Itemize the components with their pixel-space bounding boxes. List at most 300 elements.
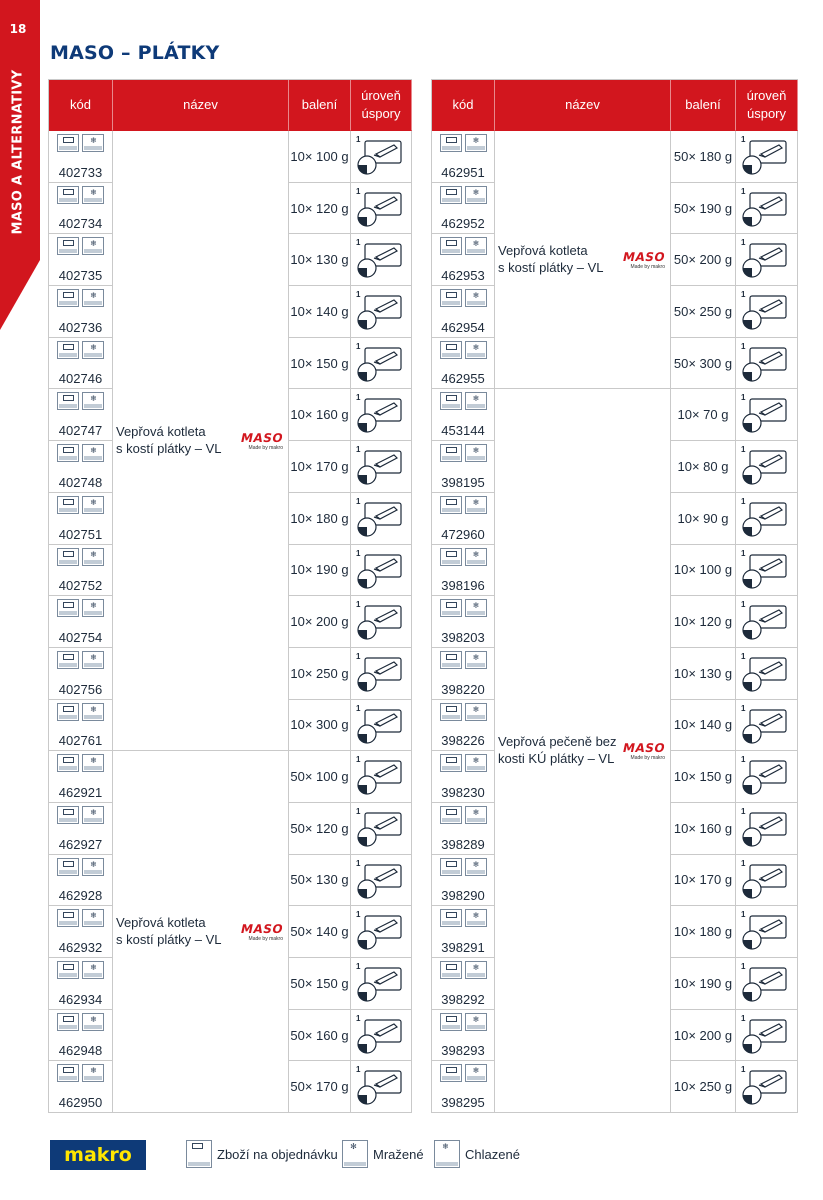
pack-size: 50× 300 g	[671, 338, 736, 390]
pack-size: 10× 190 g	[671, 958, 736, 1010]
product-icons	[57, 289, 104, 307]
order-on-demand-icon	[57, 444, 79, 462]
savings-level-icon	[356, 552, 404, 592]
chilled-icon: ❄	[465, 186, 487, 204]
savings-level-icon	[356, 655, 404, 695]
product-code: 462950	[58, 1095, 103, 1111]
savings-level-cell	[351, 441, 412, 493]
savings-level-cell	[351, 234, 412, 286]
product-icons	[57, 651, 104, 669]
chilled-icon: ❄	[82, 754, 104, 772]
savings-level-icon	[356, 448, 404, 488]
order-on-demand-icon	[57, 961, 79, 979]
product-icons	[57, 496, 104, 514]
savings-level-cell	[736, 700, 798, 752]
chilled-icon: ❄	[465, 548, 487, 566]
product-code-cell	[49, 1010, 113, 1062]
pack-size: 50× 180 g	[671, 131, 736, 183]
order-on-demand-icon	[186, 1140, 212, 1168]
brand-word: MASO	[621, 249, 667, 264]
product-icons	[440, 961, 487, 979]
product-icons	[440, 599, 487, 617]
pack-size: 10× 150 g	[671, 751, 736, 803]
pack-size: 50× 100 g	[289, 751, 351, 803]
chilled-icon: ❄	[82, 909, 104, 927]
savings-level-icon	[741, 448, 789, 488]
chilled-icon: ❄	[82, 651, 104, 669]
savings-level-value: 1	[356, 290, 361, 300]
savings-level-cell	[351, 338, 412, 390]
product-code-cell	[49, 286, 113, 338]
savings-level-value: 1	[356, 806, 361, 816]
product-code-cell	[432, 234, 495, 286]
savings-level-value: 1	[356, 755, 361, 765]
savings-level-value: 1	[741, 548, 746, 558]
chilled-icon: ❄	[465, 858, 487, 876]
product-code-cell	[49, 389, 113, 441]
product-code-cell	[432, 286, 495, 338]
section-label: MASO A ALTERNATIVY	[10, 69, 26, 235]
product-name-line1: Vepřová kotleta	[116, 914, 206, 930]
order-on-demand-icon	[57, 237, 79, 255]
product-name-line2: s kostí plátky – VL	[116, 931, 222, 947]
product-code: 462951	[441, 164, 485, 180]
pack-size: 10× 130 g	[289, 234, 351, 286]
pack-size: 50× 170 g	[289, 1061, 351, 1113]
product-icons	[440, 444, 487, 462]
savings-level-value: 1	[356, 703, 361, 713]
product-code-cell	[49, 441, 113, 493]
product-icons	[440, 496, 487, 514]
order-on-demand-icon	[57, 186, 79, 204]
pack-size: 10× 180 g	[671, 906, 736, 958]
savings-level-icon	[356, 190, 404, 230]
product-code-cell	[49, 545, 113, 597]
product-icons	[440, 392, 487, 410]
order-on-demand-icon	[440, 186, 462, 204]
savings-level-cell	[736, 906, 798, 958]
product-code: 462955	[441, 371, 485, 387]
savings-level-icon	[356, 241, 404, 281]
chilled-icon: ❄	[465, 1013, 487, 1031]
product-code-cell	[432, 183, 495, 235]
product-code: 402748	[58, 474, 103, 490]
frozen-icon: ✻	[342, 1140, 368, 1168]
product-code: 402736	[58, 319, 103, 335]
page-number: 18	[9, 22, 27, 36]
pack-size: 10× 130 g	[671, 648, 736, 700]
savings-level-value: 1	[356, 393, 361, 403]
savings-level-value: 1	[741, 651, 746, 661]
chilled-icon: ❄	[82, 703, 104, 721]
legend-label: Mražené	[373, 1146, 424, 1162]
product-icons	[57, 806, 104, 824]
product-code-cell	[49, 131, 113, 183]
product-code-cell	[432, 389, 495, 441]
savings-level-icon	[356, 1068, 404, 1108]
brand-sub: Made by makro	[630, 263, 665, 270]
product-name-cell	[495, 131, 671, 389]
savings-level-icon	[741, 603, 789, 643]
savings-level-value: 1	[741, 445, 746, 455]
pack-size: 10× 250 g	[289, 648, 351, 700]
legend-label: Zboží na objednávku	[217, 1146, 338, 1162]
maso-brand-logo	[241, 431, 283, 451]
savings-level-icon	[741, 552, 789, 592]
savings-level-value: 1	[741, 910, 746, 920]
chilled-icon: ❄	[82, 341, 104, 359]
savings-level-cell	[736, 545, 798, 597]
chilled-icon: ❄	[82, 548, 104, 566]
chilled-icon: ❄	[82, 289, 104, 307]
chilled-icon: ❄	[465, 961, 487, 979]
brand-word: MASO	[239, 921, 285, 936]
product-icons	[57, 186, 104, 204]
product-icons	[440, 909, 487, 927]
savings-level-cell	[351, 183, 412, 235]
order-on-demand-icon	[440, 548, 462, 566]
savings-level-cell	[736, 958, 798, 1010]
product-code: 398195	[441, 474, 485, 490]
savings-level-value: 1	[356, 341, 361, 351]
product-code-cell	[49, 234, 113, 286]
product-code: 402756	[58, 681, 103, 697]
product-code: 398230	[441, 784, 485, 800]
order-on-demand-icon	[57, 599, 79, 617]
product-icons	[440, 858, 487, 876]
savings-level-cell	[736, 389, 798, 441]
order-on-demand-icon	[440, 909, 462, 927]
product-code-cell	[432, 855, 495, 907]
pack-size: 10× 160 g	[671, 803, 736, 855]
chilled-icon: ❄	[82, 599, 104, 617]
product-icons	[57, 754, 104, 772]
savings-level-icon	[741, 293, 789, 333]
header-code: kód	[49, 80, 113, 131]
savings-level-value: 1	[741, 806, 746, 816]
pack-size: 10× 90 g	[671, 493, 736, 545]
savings-level-icon	[741, 862, 789, 902]
order-on-demand-icon	[57, 496, 79, 514]
order-on-demand-icon	[440, 806, 462, 824]
brand-sub: Made by makro	[630, 754, 665, 761]
product-icons	[57, 444, 104, 462]
savings-level-value: 1	[356, 1065, 361, 1075]
order-on-demand-icon	[440, 651, 462, 669]
savings-level-icon	[356, 810, 404, 850]
savings-level-value: 1	[356, 1013, 361, 1023]
product-code-cell	[432, 958, 495, 1010]
savings-level-value: 1	[356, 962, 361, 971]
savings-level-icon	[741, 241, 789, 281]
savings-level-cell	[736, 751, 798, 803]
chilled-icon: ❄	[465, 392, 487, 410]
savings-level-value: 1	[741, 962, 746, 971]
savings-level-icon	[356, 345, 404, 385]
savings-level-cell	[736, 855, 798, 907]
savings-level-cell	[351, 1010, 412, 1062]
chilled-icon: ❄	[82, 186, 104, 204]
legend-frozen	[342, 1140, 424, 1168]
product-table-right	[431, 79, 798, 1113]
product-code: 398290	[441, 888, 485, 904]
savings-level-cell	[351, 1061, 412, 1113]
product-code: 398289	[441, 836, 485, 852]
chilled-icon: ❄	[82, 392, 104, 410]
savings-level-icon	[741, 138, 789, 178]
savings-level-value: 1	[741, 135, 746, 144]
pack-size: 10× 160 g	[289, 389, 351, 441]
savings-level-value: 1	[356, 910, 361, 920]
product-code: 462954	[441, 319, 485, 335]
order-on-demand-icon	[440, 237, 462, 255]
product-code-cell	[49, 183, 113, 235]
savings-level-icon	[356, 396, 404, 436]
product-code: 462932	[58, 940, 103, 955]
savings-level-cell	[736, 286, 798, 338]
maso-brand-logo	[241, 922, 283, 942]
order-on-demand-icon	[57, 289, 79, 307]
product-code: 398220	[441, 681, 485, 697]
page-title: MASO – PLÁTKY	[50, 42, 220, 64]
chilled-icon: ❄	[82, 444, 104, 462]
savings-level-cell	[736, 1010, 798, 1062]
savings-level-cell	[351, 389, 412, 441]
product-code: 398295	[441, 1095, 485, 1111]
order-on-demand-icon	[440, 754, 462, 772]
product-name-line1: Vepřová pečeně bez	[498, 733, 617, 749]
maso-brand-logo	[623, 741, 665, 761]
order-on-demand-icon	[440, 341, 462, 359]
savings-level-icon	[741, 965, 789, 1005]
chilled-icon: ❄	[465, 444, 487, 462]
order-on-demand-icon	[440, 703, 462, 721]
chilled-icon: ❄	[465, 237, 487, 255]
product-name-cell	[113, 751, 289, 1113]
product-code: 402735	[58, 268, 103, 284]
savings-level-cell	[351, 700, 412, 752]
product-code: 398226	[441, 733, 485, 749]
savings-level-value: 1	[741, 186, 746, 196]
product-code: 398196	[441, 578, 485, 594]
pack-size: 50× 120 g	[289, 803, 351, 855]
pack-size: 10× 140 g	[289, 286, 351, 338]
pack-size: 50× 200 g	[671, 234, 736, 286]
savings-level-icon	[356, 293, 404, 333]
chilled-icon: ❄	[82, 961, 104, 979]
savings-level-cell	[351, 958, 412, 1010]
savings-level-cell	[351, 648, 412, 700]
savings-level-cell	[736, 131, 798, 183]
savings-level-cell	[736, 596, 798, 648]
order-on-demand-icon	[57, 703, 79, 721]
order-on-demand-icon	[57, 134, 79, 152]
savings-level-icon	[356, 913, 404, 953]
order-on-demand-icon	[57, 754, 79, 772]
savings-level-value: 1	[356, 858, 361, 868]
savings-level-icon	[741, 190, 789, 230]
product-icons	[57, 858, 104, 876]
product-code-cell	[432, 906, 495, 958]
chilled-icon: ❄	[465, 134, 487, 152]
savings-level-value: 1	[741, 755, 746, 765]
product-code: 402734	[58, 216, 103, 232]
product-icons	[57, 961, 104, 979]
header-savings: úroveň úspory	[351, 80, 412, 131]
brand-sub: Made by makro	[248, 444, 283, 451]
savings-level-icon	[356, 138, 404, 178]
product-code-cell	[49, 958, 113, 1010]
product-code-cell	[49, 906, 113, 958]
product-name-line2: s kostí plátky – VL	[498, 259, 604, 275]
makro-logo: makro	[50, 1140, 146, 1170]
order-on-demand-icon	[440, 1013, 462, 1031]
product-code: 453144	[441, 423, 485, 439]
pack-size: 10× 70 g	[671, 389, 736, 441]
pack-size: 50× 140 g	[289, 906, 351, 958]
product-code: 462921	[58, 784, 103, 800]
savings-level-cell	[736, 183, 798, 235]
pack-size: 50× 190 g	[671, 183, 736, 235]
savings-level-cell	[736, 803, 798, 855]
savings-level-icon	[356, 603, 404, 643]
product-name	[116, 915, 222, 949]
savings-level-value: 1	[741, 341, 746, 351]
legend-chilled	[434, 1140, 520, 1168]
order-on-demand-icon	[57, 806, 79, 824]
savings-level-icon	[356, 862, 404, 902]
product-icons	[440, 651, 487, 669]
savings-level-value: 1	[741, 703, 746, 713]
legend-label: Chlazené	[465, 1146, 520, 1162]
savings-level-icon	[356, 1017, 404, 1057]
savings-level-icon	[741, 396, 789, 436]
chilled-icon: ❄	[465, 289, 487, 307]
order-on-demand-icon	[57, 909, 79, 927]
savings-level-icon	[741, 758, 789, 798]
savings-level-cell	[351, 286, 412, 338]
product-code-cell	[432, 596, 495, 648]
product-code: 398203	[441, 629, 485, 645]
header-name: název	[495, 80, 671, 131]
savings-level-cell	[736, 338, 798, 390]
product-icons	[440, 186, 487, 204]
legend-order	[186, 1140, 338, 1168]
header-name: název	[113, 80, 289, 131]
order-on-demand-icon	[440, 1064, 462, 1082]
savings-level-icon	[741, 345, 789, 385]
product-code-cell	[432, 441, 495, 493]
savings-level-icon	[356, 758, 404, 798]
product-name-line1: Vepřová kotleta	[116, 423, 206, 439]
product-code-cell	[432, 131, 495, 183]
product-code: 462948	[58, 1043, 103, 1059]
order-on-demand-icon	[57, 1064, 79, 1082]
savings-level-cell	[736, 441, 798, 493]
pack-size: 10× 200 g	[671, 1010, 736, 1062]
product-icons	[57, 1013, 104, 1031]
savings-level-value: 1	[741, 496, 746, 506]
savings-level-icon	[741, 1068, 789, 1108]
savings-level-value: 1	[741, 1065, 746, 1075]
pack-size: 10× 250 g	[671, 1061, 736, 1113]
chilled-icon: ❄	[82, 496, 104, 514]
chilled-icon: ❄	[465, 651, 487, 669]
product-table-left	[48, 79, 412, 1113]
savings-level-cell	[351, 906, 412, 958]
header-savings: úroveň úspory	[736, 80, 798, 131]
pack-size: 10× 140 g	[671, 700, 736, 752]
pack-size: 10× 170 g	[671, 855, 736, 907]
pack-size: 10× 100 g	[289, 131, 351, 183]
product-code-cell	[432, 1010, 495, 1062]
pack-size: 10× 80 g	[671, 441, 736, 493]
product-icons	[440, 1013, 487, 1031]
product-code-cell	[49, 338, 113, 390]
product-code-cell	[432, 700, 495, 752]
pack-size: 10× 150 g	[289, 338, 351, 390]
savings-level-icon	[741, 913, 789, 953]
product-code: 462953	[441, 268, 485, 284]
product-icons	[440, 548, 487, 566]
product-code-cell	[49, 596, 113, 648]
product-name	[116, 424, 222, 458]
pack-size: 50× 150 g	[289, 958, 351, 1010]
savings-level-icon	[741, 500, 789, 540]
chilled-icon: ❄	[465, 496, 487, 514]
chilled-icon: ❄	[82, 806, 104, 824]
order-on-demand-icon	[440, 134, 462, 152]
order-on-demand-icon	[440, 444, 462, 462]
order-on-demand-icon	[440, 496, 462, 514]
product-code: 402733	[58, 164, 103, 180]
savings-level-cell	[736, 648, 798, 700]
product-icons	[440, 134, 487, 152]
savings-level-cell	[351, 803, 412, 855]
savings-level-value: 1	[741, 1013, 746, 1023]
product-code: 462934	[58, 991, 103, 1007]
savings-level-cell	[351, 545, 412, 597]
pack-size: 50× 130 g	[289, 855, 351, 907]
product-code-cell	[49, 493, 113, 545]
product-code: 398293	[441, 1043, 485, 1059]
pack-size: 50× 160 g	[289, 1010, 351, 1062]
chilled-icon: ❄	[465, 341, 487, 359]
product-name	[498, 734, 617, 768]
order-on-demand-icon	[57, 341, 79, 359]
savings-level-value: 1	[741, 290, 746, 300]
chilled-icon: ❄	[82, 237, 104, 255]
product-name-line1: Vepřová kotleta	[498, 242, 588, 258]
product-code-cell	[49, 803, 113, 855]
product-icons	[440, 703, 487, 721]
pack-size: 10× 200 g	[289, 596, 351, 648]
pack-size: 10× 180 g	[289, 493, 351, 545]
product-icons	[57, 134, 104, 152]
savings-level-cell	[736, 1061, 798, 1113]
savings-level-cell	[351, 596, 412, 648]
product-code-cell	[432, 648, 495, 700]
savings-level-cell	[736, 493, 798, 545]
brand-sub: Made by makro	[248, 935, 283, 942]
chilled-icon: ❄	[465, 599, 487, 617]
product-code: 462952	[441, 216, 485, 232]
product-code-cell	[49, 751, 113, 803]
order-on-demand-icon	[57, 392, 79, 410]
order-on-demand-icon	[440, 392, 462, 410]
order-on-demand-icon	[57, 1013, 79, 1031]
header-pack: balení	[671, 80, 736, 131]
